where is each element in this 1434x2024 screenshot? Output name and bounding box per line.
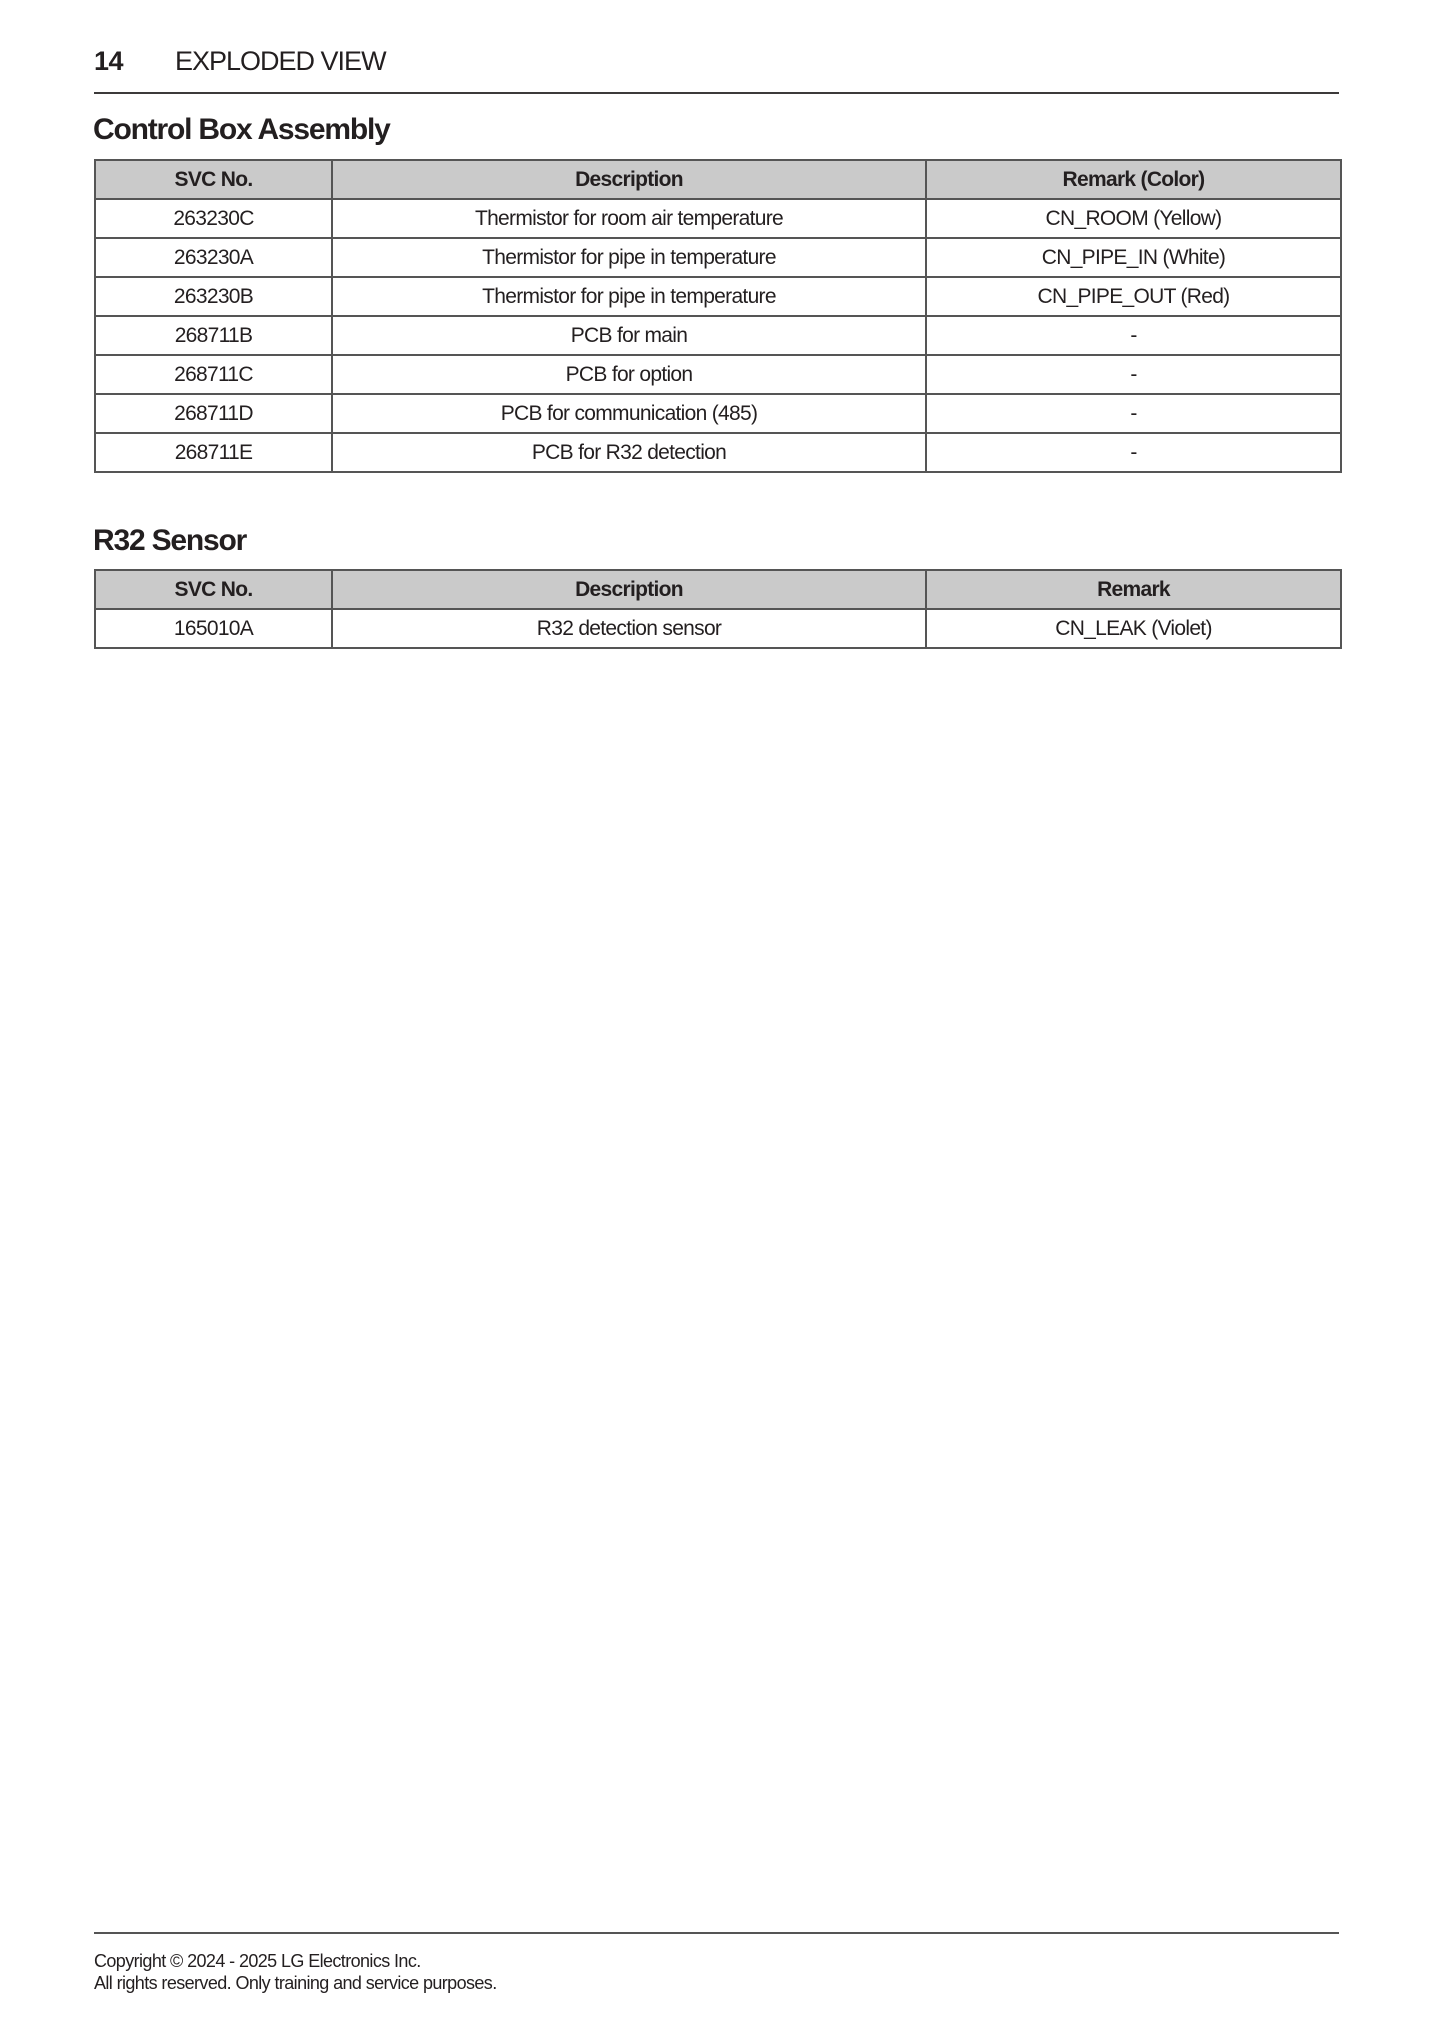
r32-sensor-parts-table (94, 569, 1342, 649)
svc-no-cell: 268711B (95, 316, 332, 355)
table-row (95, 394, 1341, 433)
copyright-text: Copyright © 2024 - 2025 LG Electronics Inc. (94, 1951, 421, 1971)
section-title-control-box: Control Box Assembly (93, 113, 390, 146)
section-title-r32-sensor: R32 Sensor (93, 524, 247, 557)
table-row (95, 609, 1341, 648)
svc-no-cell: 263230B (95, 277, 332, 316)
remark-cell: - (926, 316, 1341, 355)
remark-cell: CN_PIPE_IN (White) (926, 238, 1341, 277)
footer (94, 1950, 497, 1994)
description-cell: PCB for option (332, 355, 926, 394)
remark-cell: CN_PIPE_OUT (Red) (926, 277, 1341, 316)
description-cell: PCB for R32 detection (332, 433, 926, 472)
table-row (95, 355, 1341, 394)
svc-no-cell: 268711C (95, 355, 332, 394)
description-cell: PCB for communication (485) (332, 394, 926, 433)
rights-text: All rights reserved. Only training and service purposes. (94, 1973, 497, 1993)
table-header-row (95, 570, 1341, 609)
column-header-svc-no: SVC No. (95, 570, 332, 609)
description-cell: Thermistor for pipe in temperature (332, 238, 926, 277)
description-cell: PCB for main (332, 316, 926, 355)
table-row (95, 277, 1341, 316)
table-row (95, 433, 1341, 472)
svc-no-cell: 268711E (95, 433, 332, 472)
remark-cell: CN_LEAK (Violet) (926, 609, 1341, 648)
table-row (95, 199, 1341, 238)
page-header (94, 46, 386, 82)
column-header-svc-no: SVC No. (95, 160, 332, 199)
column-header-description: Description (332, 160, 926, 199)
remark-cell: - (926, 394, 1341, 433)
svc-no-cell: 165010A (95, 609, 332, 648)
table-header-row (95, 160, 1341, 199)
column-header-remark: Remark (Color) (926, 160, 1341, 199)
remark-cell: - (926, 355, 1341, 394)
footer-divider (94, 1932, 1339, 1934)
table-row (95, 238, 1341, 277)
description-cell: R32 detection sensor (332, 609, 926, 648)
header-divider (94, 92, 1339, 94)
remark-cell: CN_ROOM (Yellow) (926, 199, 1341, 238)
description-cell: Thermistor for room air temperature (332, 199, 926, 238)
table-row (95, 316, 1341, 355)
chapter-title: EXPLODED VIEW (175, 46, 386, 76)
svc-no-cell: 263230C (95, 199, 332, 238)
svc-no-cell: 263230A (95, 238, 332, 277)
column-header-description: Description (332, 570, 926, 609)
svc-no-cell: 268711D (95, 394, 332, 433)
page-number: 14 (94, 46, 124, 76)
control-box-parts-table (94, 159, 1342, 473)
remark-cell: - (926, 433, 1341, 472)
description-cell: Thermistor for pipe in temperature (332, 277, 926, 316)
column-header-remark: Remark (926, 570, 1341, 609)
